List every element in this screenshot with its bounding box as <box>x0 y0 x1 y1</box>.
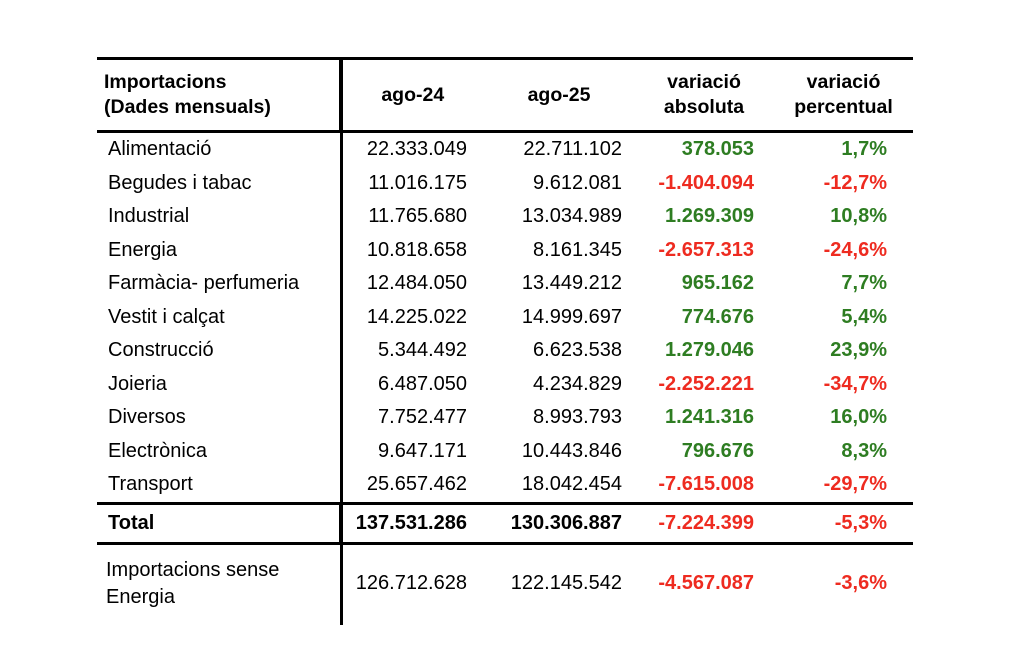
row-ago24: 7.752.477 <box>378 406 467 429</box>
row-variacio-absoluta: 965.162 <box>681 272 754 295</box>
row-variacio-absoluta: -2.252.221 <box>658 372 754 395</box>
row-variacio-percentual: -12,7% <box>823 171 887 194</box>
row-ago25: 8.161.345 <box>533 238 622 261</box>
row-variacio-absoluta: 774.676 <box>681 305 754 328</box>
row-variacio-absoluta: -7.615.008 <box>658 473 754 496</box>
row-ago25: 4.234.829 <box>533 372 622 395</box>
without-energy-variacio-percentual: -3,6% <box>834 572 887 594</box>
row-ago25: 14.999.697 <box>521 305 622 328</box>
row-ago24: 6.487.050 <box>378 372 467 395</box>
row-ago24: 5.344.492 <box>378 339 467 362</box>
header-var-abs-line1: variació <box>667 71 741 94</box>
row-label: Industrial <box>108 205 190 228</box>
table-row <box>97 401 913 435</box>
header-cell-ago25: ago-25 <box>484 59 634 132</box>
table-row <box>97 468 913 503</box>
total-variacio-absoluta: -7.224.399 <box>634 503 774 543</box>
header-cell-variacio-absoluta <box>634 59 774 132</box>
imports-data-table <box>97 57 913 623</box>
header-cell-category <box>97 59 340 132</box>
row-ago25: 10.443.846 <box>521 439 622 462</box>
row-ago25: 8.993.793 <box>533 406 622 429</box>
row-label: Construcció <box>108 339 214 362</box>
row-label: Electrònica <box>108 439 207 462</box>
row-variacio-percentual: 16,0% <box>830 406 887 429</box>
total-ago25: 130.306.887 <box>484 503 634 543</box>
row-variacio-percentual: 8,3% <box>841 439 887 462</box>
row-variacio-absoluta: 1.269.309 <box>665 205 754 228</box>
row-ago25: 6.623.538 <box>533 339 622 362</box>
row-label: Joieria <box>108 372 167 395</box>
table-row <box>97 368 913 402</box>
row-ago24: 10.818.658 <box>366 238 467 261</box>
row-label: Farmàcia- perfumeria <box>108 272 300 295</box>
row-variacio-absoluta: -1.404.094 <box>658 171 754 194</box>
without-energy-label-line2: Energia <box>106 585 175 608</box>
without-energy-ago24: 126.712.628 <box>355 572 467 594</box>
header-var-pct-line1: variació <box>806 71 881 94</box>
table-row <box>97 301 913 335</box>
table-row <box>97 200 913 234</box>
total-label: Total <box>97 503 340 543</box>
column-divider-line <box>340 57 343 625</box>
row-ago25: 22.711.102 <box>523 138 622 161</box>
without-energy-label <box>97 543 340 623</box>
row-ago24: 12.484.050 <box>366 272 467 295</box>
row-label: Begudes i tabac <box>108 171 252 194</box>
row-ago24: 14.225.022 <box>366 305 467 328</box>
row-variacio-percentual: -29,7% <box>823 473 887 496</box>
table-header <box>97 59 913 132</box>
total-ago24: 137.531.286 <box>340 503 484 543</box>
row-label: Vestit i calçat <box>108 305 225 328</box>
row-variacio-percentual: -24,6% <box>823 238 887 261</box>
row-ago24: 11.016.175 <box>368 171 467 194</box>
row-variacio-percentual: 23,9% <box>830 339 887 362</box>
row-variacio-percentual: -34,7% <box>823 372 887 395</box>
row-label: Transport <box>108 473 193 496</box>
row-variacio-percentual: 7,7% <box>841 272 887 295</box>
row-variacio-percentual: 1,7% <box>841 138 887 161</box>
row-variacio-absoluta: 796.676 <box>681 439 754 462</box>
row-ago25: 13.034.989 <box>521 205 622 228</box>
without-energy-variacio-absoluta: -4.567.087 <box>658 572 754 594</box>
total-variacio-percentual: -5,3% <box>774 503 913 543</box>
row-variacio-percentual: 10,8% <box>830 205 887 228</box>
header-var-pct-line2: percentual <box>794 96 893 118</box>
header-cell-variacio-percentual <box>774 59 913 132</box>
table-row <box>97 334 913 368</box>
total-row <box>97 503 913 543</box>
row-label: Energia <box>108 238 177 261</box>
row-ago24: 22.333.049 <box>366 138 467 161</box>
row-variacio-absoluta: 1.241.316 <box>665 406 754 429</box>
without-energy-ago25: 122.145.542 <box>510 572 622 594</box>
without-energy-label-line1: Importacions sense <box>106 559 280 582</box>
header-title-main: Importacions <box>104 71 227 94</box>
header-cell-ago24: ago-24 <box>340 59 484 132</box>
row-variacio-absoluta: -2.657.313 <box>658 238 754 261</box>
row-label: Alimentació <box>108 138 212 161</box>
row-ago24: 11.765.680 <box>368 205 467 228</box>
row-ago24: 25.657.462 <box>366 473 467 496</box>
table-body <box>97 132 913 623</box>
row-ago24: 9.647.171 <box>378 439 467 462</box>
table-row <box>97 167 913 201</box>
header-row <box>97 59 913 132</box>
row-variacio-absoluta: 378.053 <box>681 138 754 161</box>
table-row <box>97 435 913 469</box>
row-variacio-absoluta: 1.279.046 <box>665 339 754 362</box>
table-row <box>97 234 913 268</box>
table-row <box>97 267 913 301</box>
row-label: Diversos <box>108 406 186 429</box>
header-var-abs-line2: absoluta <box>663 96 745 118</box>
row-ago25: 9.612.081 <box>533 171 622 194</box>
imports-without-energy-row <box>97 543 913 623</box>
table-row <box>97 132 913 167</box>
row-ago25: 18.042.454 <box>521 473 622 496</box>
row-ago25: 13.449.212 <box>521 272 622 295</box>
header-title-sub: (Dades mensuals) <box>104 96 271 118</box>
row-variacio-percentual: 5,4% <box>841 305 887 328</box>
